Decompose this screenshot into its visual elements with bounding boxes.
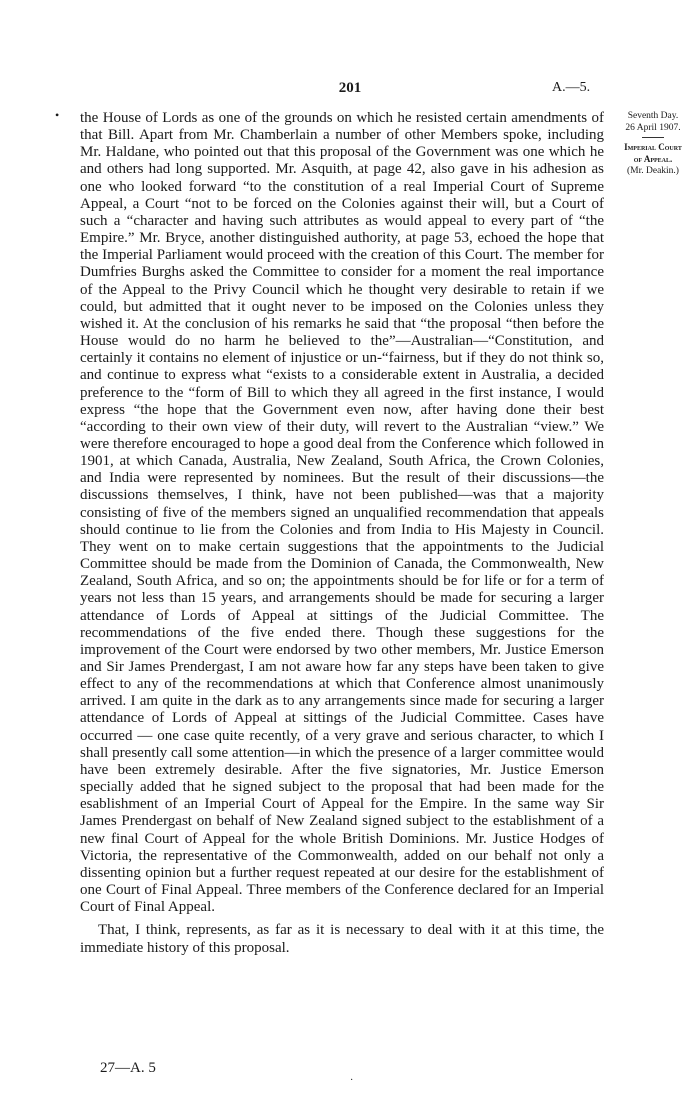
margin-note-topic-1: Imperial Court: [624, 142, 682, 152]
main-text: [80, 110, 604, 957]
page-number: 201: [338, 80, 362, 96]
series-reference: A.—5.: [552, 80, 591, 95]
margin-note-topic-2: of Appeal.: [633, 154, 673, 164]
margin-note: [608, 110, 698, 177]
body-paragraph-2: That, I think, represents, as far as it is necessary to deal with it at this time, the immediate history of this proposal.: [80, 922, 604, 956]
body-paragraph-1: the House of Lords as one of the grounds on which he resisted certain amendments of that Bill. Apart from Mr. Chamberlain a number of other Members spoke, including Mr. Haldane, who pointed out that this proposal of the Government was one which he and others had long supported. Mr. Asquith, at page 42, also gave in his adhesion as one who looked forward “to the constitution of a real Imperial Court of Supreme Appeal, a Court “not to be forced on the Colonies against their will, but a Court of such a “character and having such attributes as would appeal to every part of “the Empire.” Mr. Bryce, another distinguished authority, at page 53, echoed the hope that the Imperial Parliament would proceed with the creation of this Court. The member for Dumfries Burghs asked the Committee to consider for a moment the real importance of the Appeal to the Privy Council which he thought very desirable to retain if we could, but admitted that it ought never to be imposed on the Colonies unless they wished it. At the conclusion of his remarks he said that “the proposal “then before the House would do no harm he believed to the”—Australian—“Constitution, and certainly it contains no element of injustice or un-“fairness, but if they do not think so, and continue to express what “exists to a considerable extent in Australia, a decided preference to the “form of Bill to which they all agreed in the first instance, I would express “the hope that the Government even now, after having done their best “according to their own view of their duty, will revert to the Australian “view.” We were therefore encouraged to hope a good deal from the Conference which followed in 1901, at which Canada, Australia, New Zealand, South Africa, the Crown Colonies, and India were represented by nominees. But the result of their discussions—the discussions themselves, I think, have not been published—was that a majority consisting of five of the members signed an unqualified recommendation that appeals should continue to lie from the Colonies and from India to His Majesty in Council. They went on to make certain suggestions that the appointments to the Judicial Committee should be made from the Dominion of Canada, the Commonwealth, New Zealand, South Africa, and so on; the appointments should be for life or for a term of years not less than 15 years, and arrangements should be made for securing a larger attendance of Lords of Appeal at sittings of the Judicial Committee. The recommendations of the five ended there. Though these suggestions for the improvement of the Court were endorsed by two other members, Mr. Justice Emerson and Sir James Prendergast, I am not aware how far any steps have been taken to give effect to any of the recommendations at which that Conference almost unanimously arrived. I am quite in the dark as to any arrangements since made for securing a larger attendance of Lords of Appeal at sittings of the Judicial Committee. Cases have occurred — one case quite recently, of a very grave and serious character, to which I shall presently call some attention—in which the presence of a larger committee would have been extremely desirable. After the five signatories, Mr. Justice Emerson specially added that he signed subject to the proposal that had been made for the esablishment of an Imperial Court of Appeal for the Empire. In the same way Sir James Prendergast on behalf of New Zealand signed subject to the establishment of a new final Court of Appeal for the whole British Dominions. Mr. Justice Hodges of Victoria, the representative of the Commonwealth, added on our behalf not only a dissenting opinion but a further request repeated at our desire for the establishment of one Court of Final Appeal. Three members of the Conference declared for an Imperial Court of Final Appeal.: [80, 110, 604, 916]
margin-dot: •: [55, 108, 60, 122]
margin-note-rule: [642, 137, 664, 138]
margin-note-day: Seventh Day.: [627, 111, 679, 121]
speck-mark: ·: [350, 1075, 354, 1086]
margin-note-speaker: (Mr. Deakin.): [627, 166, 679, 176]
margin-note-date: 26 April 1907.: [625, 123, 681, 133]
signature-mark: 27—A. 5: [100, 1060, 156, 1076]
